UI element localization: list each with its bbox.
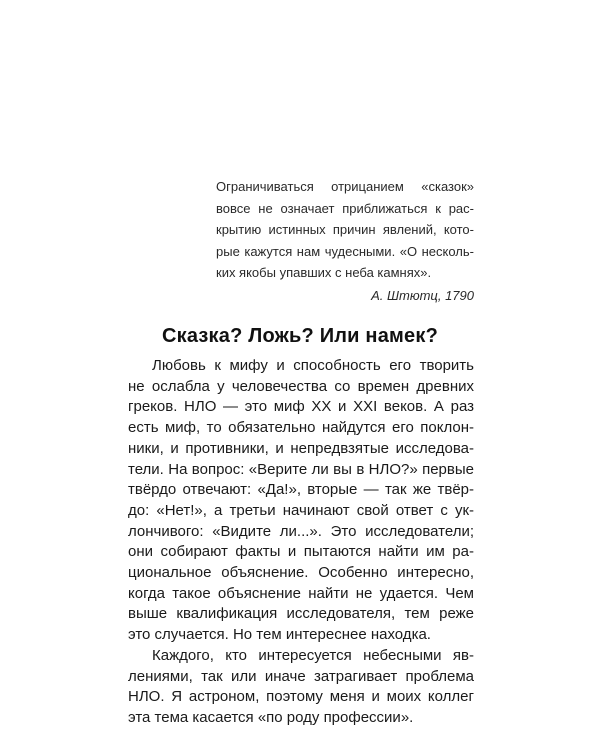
text-line: не ослабла у человечества со времен древних [128, 377, 474, 395]
text-line: греков. НЛО — это миф XX и XXI веков. А раз [128, 398, 474, 416]
text-line: твёрдо отвечают: «Да!», вторые — так же твёр- [128, 481, 474, 499]
text-line: Любовь к мифу и способность его творить [152, 357, 474, 374]
epigraph-attribution: А. Штютц, 1790 [371, 287, 474, 303]
text-line: они собирают факты и пытаются найти им ра- [128, 543, 474, 561]
text-line: это случается. Но тем интереснее находка. [128, 626, 431, 644]
section-title: Сказка? Ложь? Или намек? [162, 325, 438, 347]
text-line: ники, и противники, и непредвзятые исследова- [128, 439, 474, 457]
text-line: тели. На вопрос: «Верите ли вы в НЛО?» первые [128, 460, 474, 478]
text-line: до: «Нет!», а третьи начинают свой ответ с ук- [128, 501, 474, 519]
paragraph-2 [128, 646, 474, 729]
epigraph-line: вовсе не означает приближаться к рас- [216, 200, 474, 216]
epigraph-line: крытию истинных причин явлений, кото- [216, 222, 474, 237]
text-line: когда такое объяснение найти не удается. Чем [128, 584, 474, 602]
text-line: Каждого, кто интересуется небесными яв- [152, 646, 474, 664]
epigraph [216, 176, 474, 306]
text-line: НЛО. Я астроном, поэтому меня и моих коллег [128, 688, 474, 706]
epigraph-line: рые кажутся нам чудесными. «О несколь- [216, 243, 474, 259]
epigraph-line: Ограничиваться отрицанием «сказок» [216, 179, 474, 194]
text-line: лениями, так или иначе затрагивает проблема [128, 667, 474, 685]
text-line: выше квалификация исследователя, тем реже [128, 605, 474, 623]
paragraph-1 [128, 356, 474, 646]
text-line: циональное объяснение. Особенно интересно, [128, 564, 474, 582]
body-text [128, 356, 474, 729]
text-line: лончивого: «Видите ли...». Это исследователи; [128, 522, 474, 540]
text-line: есть миф, то обязательно найдутся его поклон- [128, 419, 474, 437]
epigraph-line: ких якобы упавших с неба камнях». [216, 265, 432, 280]
text-line: эта тема касается «по роду профессии». [128, 708, 414, 726]
